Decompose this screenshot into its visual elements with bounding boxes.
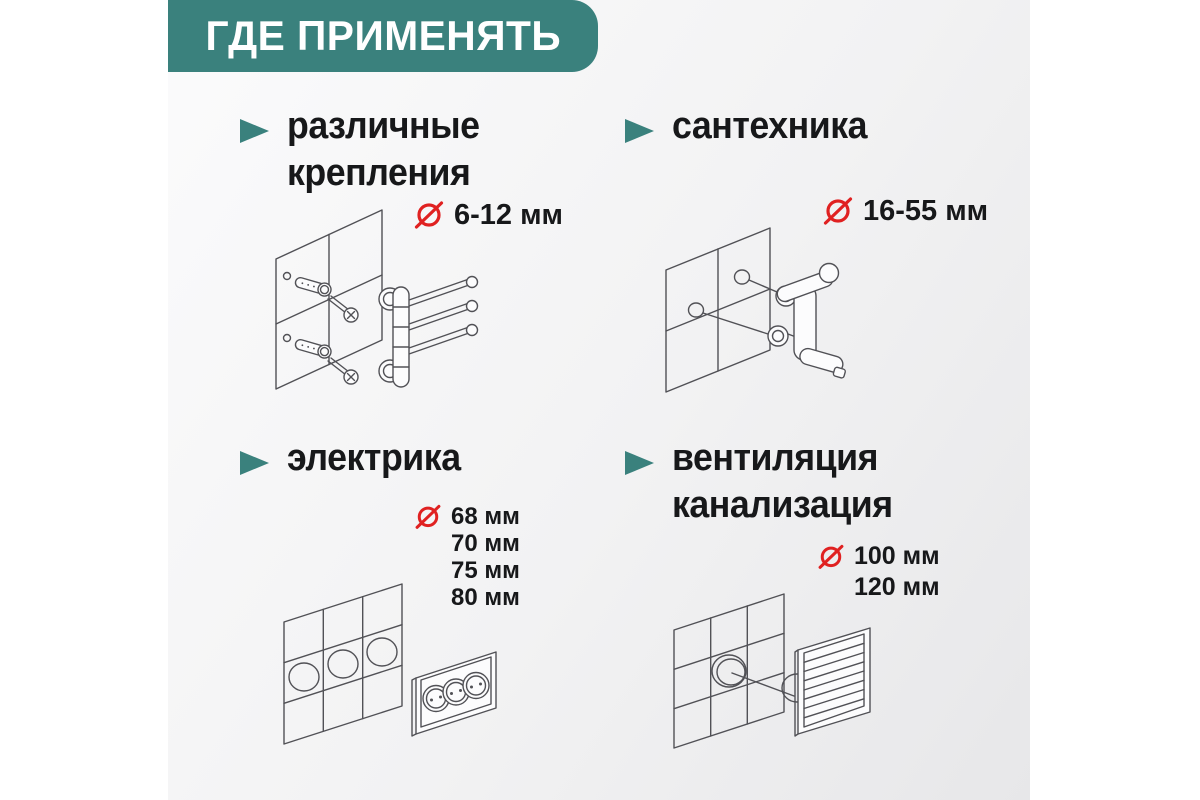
section-title-ventilation [672, 435, 893, 529]
section-title-electrics [287, 435, 461, 482]
bullet-arrow-icon [625, 451, 654, 475]
diameter-icon [414, 502, 442, 530]
size-value: 75 мм [451, 556, 520, 584]
faucet-illustration [658, 220, 858, 402]
size-row [414, 530, 520, 557]
size-row [414, 503, 520, 530]
size-value: 120 мм [854, 573, 940, 601]
title-line: канализация [672, 484, 893, 526]
title-line: крепления [287, 152, 471, 194]
bullet-arrow-icon [240, 451, 269, 475]
title-line: электрика [287, 437, 461, 479]
size-value: 6-12 мм [454, 198, 564, 231]
size-value: 16-55 мм [863, 194, 989, 227]
size-value: 80 мм [451, 583, 520, 611]
size-value: 70 мм [451, 529, 520, 557]
title-line: сантехника [672, 105, 868, 147]
size-row [817, 541, 940, 572]
section-title-plumbing [672, 103, 867, 150]
bullet-arrow-icon [240, 119, 269, 143]
vent-grille-illustration [668, 584, 886, 756]
size-value: 68 мм [451, 502, 520, 530]
title-line: вентиляция [672, 437, 878, 479]
towel-rail-illustration [262, 202, 490, 402]
section-title-fasteners [287, 103, 480, 197]
header-banner [168, 0, 598, 72]
size-value: 100 мм [854, 542, 940, 570]
diameter-icon [817, 542, 845, 570]
title-line: различные [287, 105, 480, 147]
page-title: ГДЕ ПРИМЕНЯТЬ [205, 12, 561, 59]
bullet-arrow-icon [625, 119, 654, 143]
sockets-illustration [278, 576, 510, 752]
